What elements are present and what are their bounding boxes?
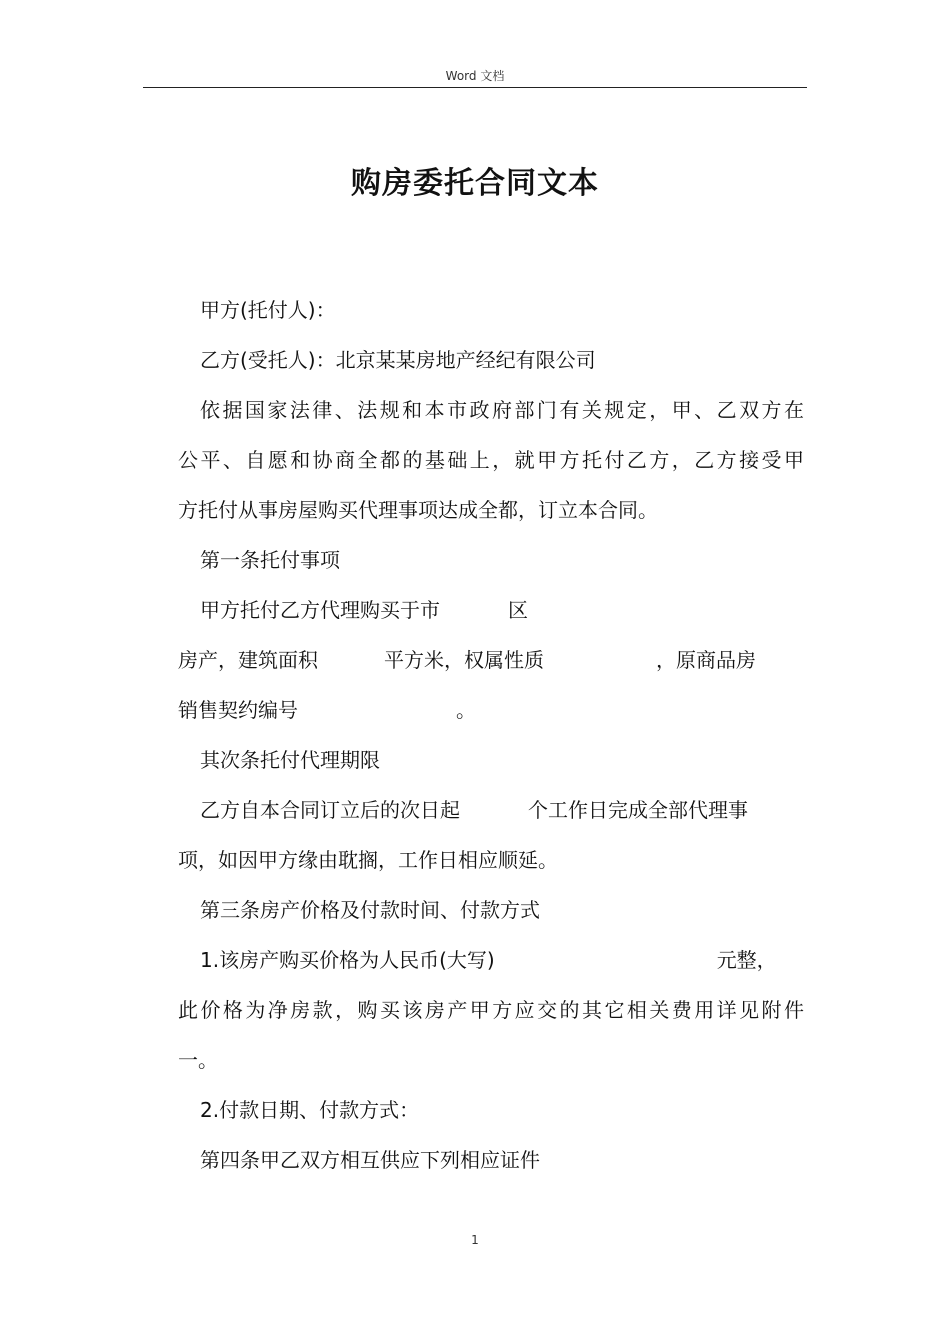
party-b-line: 乙方(受托人)：北京某某房地产经纪有限公司: [200, 348, 596, 372]
article-1-line-2: [178, 635, 804, 685]
article-2-heading: 其次条托付代理期限: [200, 748, 380, 772]
article-1-text-e: ，原商品房: [656, 648, 756, 672]
article-1-text-f: 销售契约编号: [178, 698, 298, 722]
preamble-line-2: 公平、自愿和协商全都的基础上，就甲方托付乙方，乙方接受甲: [178, 448, 804, 472]
article-1-text-d: 平方米，权属性质: [384, 648, 544, 672]
article-2-line-2: 项，如因甲方缘由耽搁，工作日相应顺延。: [178, 848, 558, 872]
article-1-text-c: 房产，建筑面积: [178, 648, 318, 672]
article-1-text-b: 区: [508, 598, 528, 622]
article-3-heading: 第三条房产价格及付款时间、付款方式: [200, 898, 540, 922]
article-1-line-3: [178, 685, 804, 735]
article-1-text-g: 。: [456, 698, 476, 722]
article-3-item-1-line-3: 一。: [178, 1048, 218, 1072]
preamble-line-3: 方托付从事房屋购买代理事项达成全都，订立本合同。: [178, 498, 658, 522]
article-1-line-1: [178, 585, 804, 635]
article-1-text-a: 甲方托付乙方代理购买于市: [200, 598, 440, 622]
party-a-line: 甲方(托付人)：: [200, 298, 336, 322]
page-number: 1: [471, 1233, 479, 1247]
header-divider: [143, 87, 807, 88]
article-2-text-b: 个工作日完成全部代理事: [528, 798, 748, 822]
preamble-line-1: 依据国家法律、法规和本市政府部门有关规定，甲、乙双方在: [200, 398, 804, 422]
article-3-item-2: 2.付款日期、付款方式：: [200, 1098, 420, 1122]
article-3-item-1-line-1: [178, 935, 804, 985]
article-2-line-1: [178, 785, 804, 835]
article-1-heading: 第一条托付事项: [200, 548, 340, 572]
article-4-heading: 第四条甲乙双方相互供应下列相应证件: [200, 1148, 540, 1172]
page-header: Word 文档: [445, 69, 505, 83]
document-title: 购房委托合同文本: [351, 166, 599, 201]
article-2-text-a: 乙方自本合同订立后的次日起: [200, 798, 460, 822]
document-body: [178, 285, 804, 1185]
article-3-text-b: 元整，: [716, 948, 777, 972]
article-3-item-1-line-2: 此价格为净房款，购买该房产甲方应交的其它相关费用详见附件: [178, 998, 804, 1022]
article-3-text-a: 1.该房产购买价格为人民币(大写): [200, 948, 495, 972]
